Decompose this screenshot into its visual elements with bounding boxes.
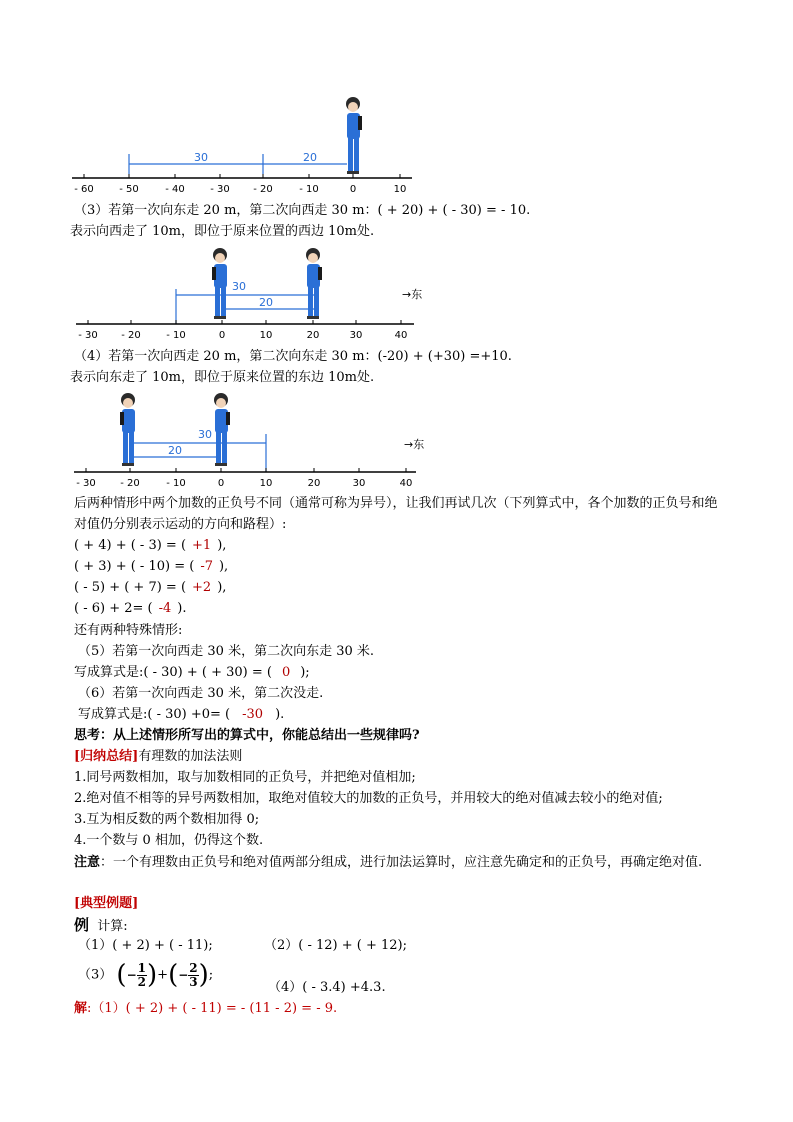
tick-label: 40	[394, 330, 408, 341]
figure-number-line-3	[72, 388, 442, 488]
exercise-answer: +2	[192, 580, 212, 595]
summary-title: 有理数的加法法则	[138, 749, 243, 764]
problem-4: （4）( - 3.4) +4.3.	[268, 980, 386, 995]
rule-item: 4.一个数与 0 相加，仍得这个数.	[74, 833, 264, 848]
tick-label: - 10	[166, 330, 186, 341]
segment-label-30: 30	[194, 151, 208, 164]
case6-answer: -30	[242, 707, 264, 722]
tick-label: 10	[393, 184, 407, 195]
tick-label: 30	[352, 478, 366, 489]
tick-label: 10	[259, 478, 273, 489]
exercise-tail: ),	[218, 559, 229, 574]
case6-expr-tail: ).	[275, 707, 285, 722]
summary-heading	[74, 747, 242, 767]
problem-1: （1）( + 2) + ( - 11);	[78, 938, 213, 953]
segment-label-20: 20	[168, 444, 182, 457]
case5-expression	[74, 663, 310, 683]
tick-label: - 10	[299, 184, 319, 195]
rule-item: 2.绝对值不相等的异号两数相加，取绝对值较大的加数的正负号，并用较大的绝对值减去较小的绝对值;	[74, 791, 663, 806]
exercise-answer: -4	[158, 601, 172, 616]
tick-label: - 20	[253, 184, 273, 195]
example-text: 计算:	[97, 919, 128, 934]
case5-text: （5）若第一次向西走 30 米，第二次向东走 30 米.	[78, 644, 375, 659]
problem-3: （3） ( − $\frac{1}{2}$ ) + ( − $\frac{2}{3}$ ) ;	[78, 955, 213, 997]
note-text: ：一个有理数由正负号和绝对值两部分组成，进行加法运算时，应注意先确定和的正负号，再确定绝对值.	[100, 855, 703, 870]
person-figure	[346, 97, 362, 174]
typical-examples-tag: [典型例题]	[74, 896, 139, 911]
solution-line	[74, 999, 337, 1019]
problem-3-tail: ;	[208, 967, 214, 983]
figure-number-line-1	[72, 94, 422, 202]
person-figure	[212, 248, 227, 319]
figure-number-line-2	[72, 243, 442, 341]
tick-label: - 20	[120, 478, 140, 489]
tick-label: - 50	[119, 184, 139, 195]
special-cases-intro: 还有两种特殊情形:	[74, 623, 183, 638]
problem-2: （2）( - 12) + ( + 12);	[264, 938, 407, 953]
solution-text: :（1）( + 2) + ( - 11) = - (11 - 2) = - 9.	[87, 1001, 338, 1016]
exercise-answer: +1	[192, 538, 212, 553]
exercise-item	[74, 536, 226, 556]
tick-label: 20	[306, 330, 320, 341]
fraction-numerator: 2	[189, 960, 198, 975]
person-figure	[214, 393, 230, 466]
case4-text: （4）若第一次向西走 20 m，第二次向东走 30 m：(-20) + (+30) =+10.	[74, 349, 512, 364]
tick-label: 20	[307, 478, 321, 489]
fraction-denominator: 2	[137, 974, 146, 989]
segment-label-20: 20	[259, 296, 273, 309]
case5-answer: 0	[281, 665, 291, 680]
note-paragraph	[74, 852, 729, 873]
tick-label: 0	[349, 184, 357, 195]
exercise-item	[74, 557, 228, 577]
tick-label: - 20	[121, 330, 141, 341]
tick-label: 30	[349, 330, 363, 341]
exercise-answer: -7	[200, 559, 213, 574]
case5-expr-tail: );	[300, 665, 310, 680]
summary-tag: [归纳总结]	[74, 749, 139, 764]
rule-item: 1.同号两数相加，取与加数相同的正负号，并把绝对值相加;	[74, 770, 416, 785]
exercise-item	[74, 599, 187, 619]
tick-label: - 30	[76, 478, 96, 489]
case3-description: 表示向西走了 10m，即位于原来位置的西边 10m处.	[70, 224, 375, 239]
fraction-neg-two-thirds: ( − $\frac{2}{3}$ )	[168, 960, 209, 990]
exercise-tail: ),	[217, 580, 227, 595]
exercise-expression: ( - 6) + 2= (	[74, 601, 153, 616]
tick-label: 0	[218, 330, 226, 341]
segment-label-30: 30	[198, 428, 212, 441]
tick-label: - 30	[210, 184, 230, 195]
exercise-item	[74, 578, 226, 598]
exercise-expression: ( - 5) + ( + 7) = (	[74, 580, 187, 595]
tick-label: - 60	[74, 184, 94, 195]
fraction-numerator: 1	[137, 960, 146, 975]
tick-label: 40	[399, 478, 413, 489]
east-direction-label: →东	[404, 438, 425, 451]
east-direction-label: →东	[402, 288, 423, 301]
tick-label: 0	[217, 478, 225, 489]
exercise-tail: ).	[177, 601, 187, 616]
exercise-expression: ( + 4) + ( - 3) = (	[74, 538, 187, 553]
fraction-denominator: 3	[189, 974, 198, 989]
case6-expr-prefix: 写成算式是:( - 30) +0= (	[78, 707, 231, 722]
fraction-neg-half: ( − $\frac{1}{2}$ )	[116, 960, 158, 990]
case5-expr-prefix: 写成算式是:( - 30) + ( + 30) = (	[74, 665, 272, 680]
exercise-expression: ( + 3) + ( - 10) = (	[74, 559, 195, 574]
case6-expression	[78, 705, 284, 725]
example-heading	[74, 915, 128, 937]
segment-label-20: 20	[303, 151, 317, 164]
think-label: 思考	[74, 728, 101, 743]
example-label: 例	[74, 916, 90, 934]
note-label: 注意	[74, 855, 101, 870]
person-figure	[306, 248, 322, 319]
person-figure	[120, 393, 135, 466]
exercise-tail: ),	[217, 538, 227, 553]
case4-description: 表示向东走了 10m，即位于原来位置的东边 10m处.	[70, 370, 375, 385]
think-question	[74, 726, 420, 746]
problem-3-label: （3）	[78, 967, 113, 983]
case3-text: （3）若第一次向东走 20 m，第二次向西走 30 m：( + 20) + ( - 30) = - 10.	[74, 203, 531, 218]
segment-label-30: 30	[232, 280, 246, 293]
tick-label: - 40	[165, 184, 185, 195]
tick-label: - 30	[78, 330, 98, 341]
tick-label: - 10	[166, 478, 186, 489]
rule-item: 3.互为相反数的两个数相加得 0;	[74, 812, 260, 827]
case6-text: （6）若第一次向西走 30 米，第二次没走.	[78, 686, 324, 701]
think-text: ：从上述情形所写出的算式中，你能总结出一些规律吗?	[100, 728, 420, 743]
intro-paragraph: 后两种情形中两个加数的正负号不同（通常可称为异号），让我们再试几次（下列算式中，各个加数的正负号和绝对值仍分别表示运动的方向和路程）:	[74, 496, 718, 532]
tick-label: 10	[259, 330, 273, 341]
solution-label: 解	[74, 1001, 88, 1016]
